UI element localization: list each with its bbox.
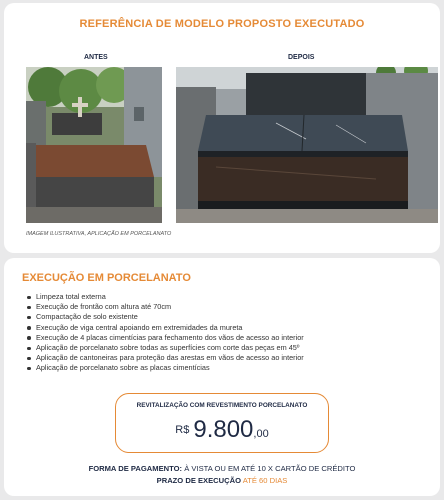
price-main: 9.800 bbox=[193, 416, 254, 443]
price-cents: ,00 bbox=[253, 428, 269, 440]
list-item: Aplicação de porcelanato sobre as placas cimentícias bbox=[26, 363, 304, 373]
after-photo bbox=[176, 67, 438, 223]
price-box bbox=[115, 393, 329, 453]
list-item: Execução de 4 placas cimentícias para fechamento dos vãos de acesso ao interior bbox=[26, 333, 304, 343]
list-item: Aplicação de porcelanato sobre todas as superfícies com corte das peças em 45º bbox=[26, 343, 304, 353]
payment-label: FORMA DE PAGAMENTO: bbox=[88, 464, 183, 473]
offer-label: REVITALIZAÇÃO COM REVESTIMENTO PORCELANATO bbox=[136, 402, 308, 409]
price bbox=[116, 416, 328, 444]
before-label: ANTES bbox=[84, 54, 108, 61]
after-label: DEPOIS bbox=[288, 54, 315, 61]
list-item: Execução de viga central apoiando em extremidades da mureta bbox=[26, 323, 304, 333]
list-item: Compactação de solo existente bbox=[26, 312, 304, 322]
list-item: Aplicação de cantoneiras para proteção das arestas em vãos de acesso ao interior bbox=[26, 353, 304, 363]
reference-title: REFERÊNCIA DE MODELO PROPOSTO EXECUTADO bbox=[79, 18, 365, 30]
execution-list bbox=[26, 292, 304, 374]
payment-info bbox=[0, 464, 444, 473]
image-caption: IMAGEM ILUSTRATIVA, APLICAÇÃO EM PORCELANATO bbox=[26, 231, 172, 237]
list-item: Limpeza total externa bbox=[26, 292, 304, 302]
payment-value: À VISTA OU EM ATÉ 10 X CARTÃO DE CRÉDITO bbox=[184, 464, 356, 473]
deadline-value: ATÉ 60 DIAS bbox=[242, 476, 288, 485]
price-currency: R$ bbox=[175, 424, 190, 436]
deadline-info bbox=[0, 476, 444, 485]
list-item: Execução de frontão com altura até 70cm bbox=[26, 302, 304, 312]
before-photo bbox=[26, 67, 162, 223]
execution-title: EXECUÇÃO EM PORCELANATO bbox=[22, 272, 191, 284]
deadline-label: PRAZO DE EXECUÇÃO bbox=[156, 476, 242, 485]
